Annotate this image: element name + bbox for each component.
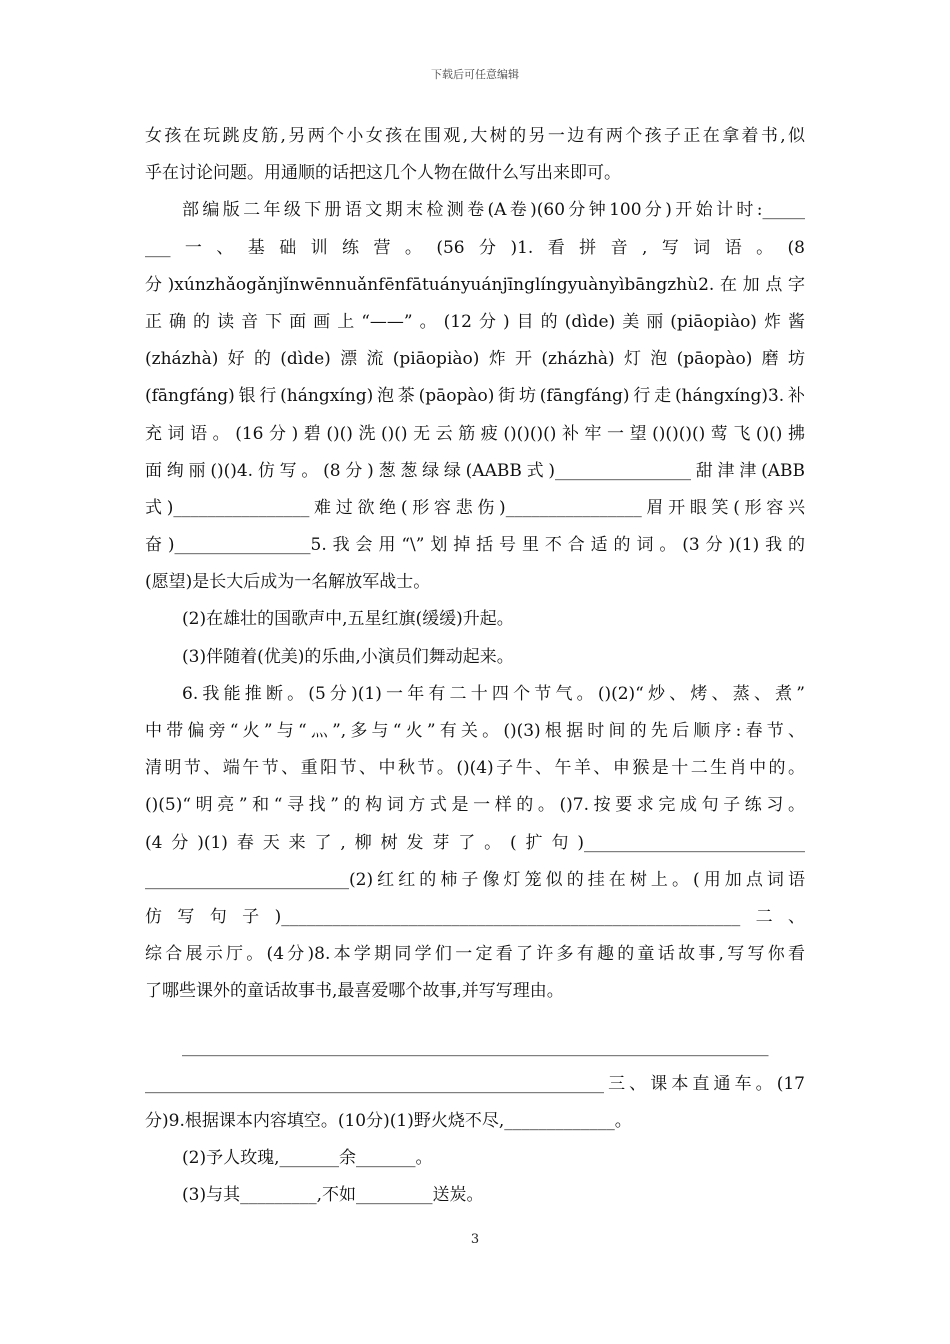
- blank-gap: [145, 1011, 805, 1029]
- text-line: (4分)(1)春天来了,柳树发芽了。(扩句)__________________________: [145, 832, 805, 853]
- text-line: (zházhà)好的(dìde)漂流(piāopiào)炸开(zházhà)灯泡(pāopào)磨坊: [145, 349, 805, 370]
- text-line: 清明节、端午节、重阳节、中秋节。()(4)子牛、午羊、申猴是十二生肖中的。: [145, 758, 805, 779]
- text-line: ________________________(2)红红的柿子像灯笼似的挂在树上。(用加点词语: [145, 869, 805, 890]
- text-line: (2)在雄壮的国歌声中,五星红旗(缓缓)升起。: [182, 609, 514, 630]
- text-line: (3)与其_________,不如_________送炭。: [182, 1185, 484, 1206]
- text-line: 面绚丽()()4.仿写。(8分)葱葱绿绿(AABB式)________________甜津津(ABB: [145, 460, 805, 481]
- answer-line: _____________________________________________________________________: [182, 1036, 769, 1057]
- text-line: 奋)________________5.我会用“\”划掉括号里不合适的词。(3分)(1)我的: [145, 535, 805, 556]
- text-line: 综合展示厅。(4分)8.本学期同学们一定看了许多有趣的童话故事,写写你看: [145, 944, 805, 965]
- text-line: ()(5)“明亮”和“寻找”的构词方式是一样的。()7.按要求完成句子练习。: [145, 795, 805, 816]
- text-line: 正确的读音下面画上“——”。(12分)目的(dìde)美丽(piāopiào)炸酱: [145, 311, 805, 332]
- page-header: 下载后可任意编辑: [431, 68, 519, 81]
- page-number: 3: [470, 1232, 480, 1247]
- text-line: (3)伴随着(优美)的乐曲,小演员们舞动起来。: [182, 646, 514, 667]
- text-line: 了哪些课外的童话故事书,最喜爱哪个故事,并写写理由。: [145, 981, 564, 1002]
- text-line: 部编版二年级下册语文期末检测卷(A卷)(60分钟100分)开始计时:_____: [182, 200, 805, 221]
- text-line: 女孩在玩跳皮筋,另两个小女孩在围观,大树的另一边有两个孩子正在拿着书,似: [145, 126, 805, 146]
- text-line: ___一、基础训练营。(56分)1.看拼音,写词语。(8: [145, 237, 805, 258]
- text-line: 乎在讨论问题。用通顺的话把这几个人物在做什么写出来即可。: [145, 163, 621, 184]
- text-line: 分)9.根据课本内容填空。(10分)(1)野火烧不尽,_____________。: [145, 1110, 632, 1131]
- text-line: 6.我能推断。(5分)(1)一年有二十四个节气。()(2)“炒、烤、蒸、煮”: [182, 683, 805, 704]
- text-line: 式)________________难过欲绝(形容悲伤)________________眉开眼笑(形容兴: [145, 497, 805, 518]
- text-line: (愿望)是长大后成为一名解放军战士。: [145, 572, 431, 593]
- document-body: [145, 118, 805, 1214]
- text-line: 中带偏旁“火”与“灬”,多与“火”有关。()(3)根据时间的先后顺序:春节、: [145, 721, 805, 741]
- text-line: ______________________________________________________三、课本直通车。(17: [145, 1073, 805, 1094]
- text-line: (fāngfáng)银行(hángxíng)泡茶(pāopào)街坊(fāngfáng)行走(hángxíng)3.补: [145, 386, 805, 407]
- text-line: (2)予人玫瑰,_______余_______。: [182, 1148, 433, 1169]
- text-line: 仿写句子)______________________________________________________二、: [145, 906, 805, 927]
- text-line: 充词语。(16分)碧()()洗()()无云筋疲()()()()补牢一望()()()()莺飞()()拂: [145, 423, 805, 444]
- text-line: 分)xúnzhǎogǎnjǐnwēnnuǎnfēnfātuányuánjīnglíngyuànyìbāngzhù2.在加点字: [145, 274, 805, 295]
